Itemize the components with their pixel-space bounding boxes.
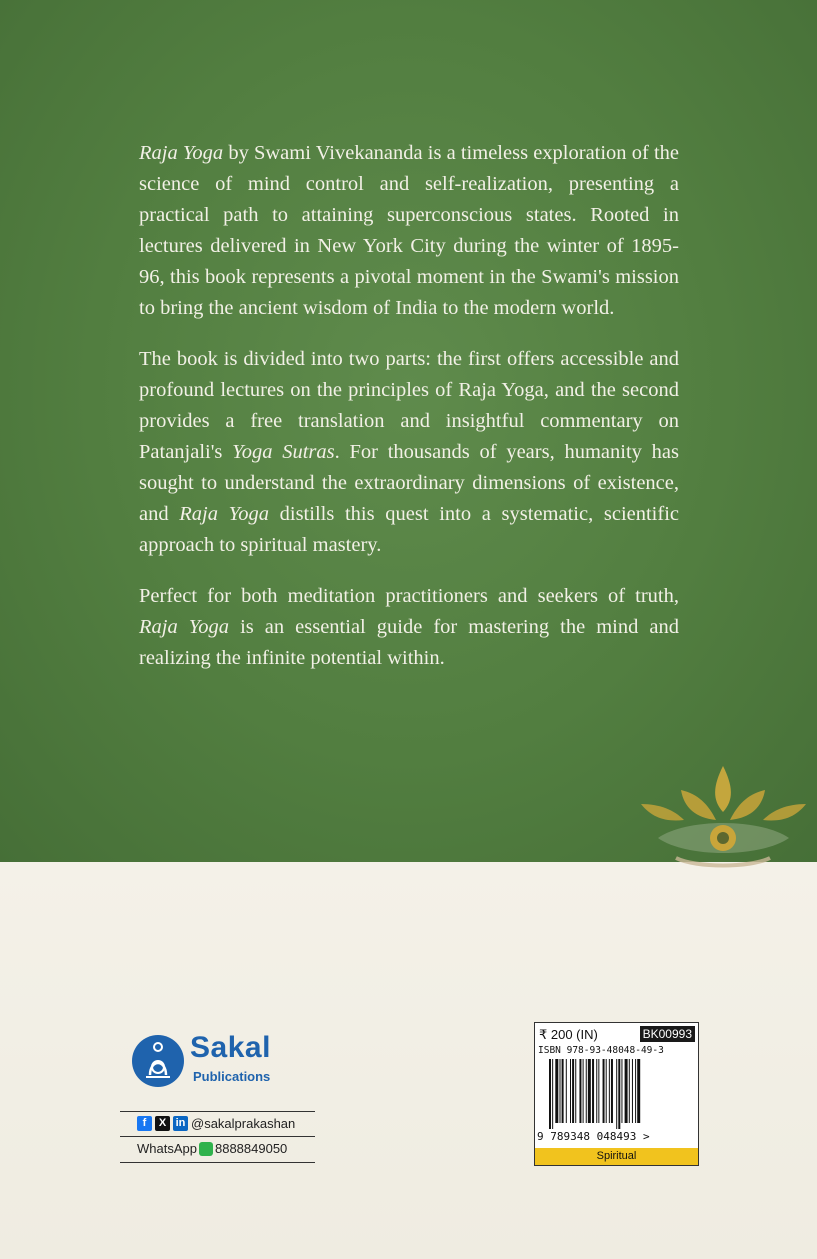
whatsapp-icon[interactable] <box>199 1142 213 1156</box>
barcode-bar <box>625 1059 628 1123</box>
publisher-name: Sakal <box>190 1031 271 1064</box>
barcode-bar <box>562 1059 564 1123</box>
barcode-bar <box>616 1059 617 1129</box>
whatsapp-label: WhatsApp <box>137 1141 197 1156</box>
barcode-bar <box>549 1059 551 1129</box>
blurb-paragraph-2 <box>139 344 679 561</box>
barcode-bar <box>575 1059 576 1123</box>
barcode-bar <box>560 1059 561 1123</box>
barcode-bar <box>552 1059 553 1129</box>
facebook-icon[interactable]: f <box>137 1116 152 1131</box>
social-row <box>137 1116 295 1131</box>
x-icon[interactable]: X <box>155 1116 170 1131</box>
book-title-italic: Raja Yoga <box>139 142 224 164</box>
barcode-digits: 9 789348 048493 > <box>537 1130 650 1143</box>
blurb-paragraph-3 <box>139 581 679 674</box>
category-strip: Spiritual <box>535 1148 698 1165</box>
blurb-text-span: is an essential guide for mastering the mind and realizing the infinite potential within. <box>139 616 679 669</box>
barcode-bar <box>637 1059 640 1123</box>
blurb-text-span: distills this quest into a systematic, scientific approach to spiritual mastery. <box>139 503 680 556</box>
barcode-bar <box>570 1059 571 1123</box>
barcode-bar <box>621 1059 622 1123</box>
isbn-text: ISBN 978-93-48048-49-3 <box>538 1045 664 1056</box>
barcode-bar <box>611 1059 613 1123</box>
barcode-bar <box>566 1059 567 1123</box>
blurb-paragraph-1 <box>139 138 679 324</box>
barcode-bar <box>583 1059 584 1123</box>
barcode-bar <box>603 1059 605 1123</box>
blurb-text-span: The book is divided into two parts: the first offers accessible and profound lectures on the principles of Raja Yoga, and the second provides a free translation and insightful commentary on Patanjali's <box>139 348 679 463</box>
logo-emblem-icon <box>132 1035 184 1087</box>
barcode-bar <box>579 1059 581 1123</box>
book-code: BK00993 <box>640 1026 695 1042</box>
barcode-bar <box>596 1059 597 1123</box>
barcode-bar <box>635 1059 636 1123</box>
blurb-text-span: by Swami Vivekananda is a timeless exploration of the science of mind control and self-realization, presenting a practical path to attaining superconscious states. Rooted in lectures delivered in New York City during the winter of 1895-96, this book represents a pivotal moment in the Swami's mission to bring the ancient wisdom of India to the modern world. <box>139 142 679 319</box>
social-handle[interactable]: @sakalprakashan <box>191 1116 296 1131</box>
blurb-text-span: Perfect for both meditation practitioners and seekers of truth, <box>139 585 679 607</box>
barcode-bar <box>572 1059 574 1123</box>
whatsapp-number[interactable]: 8888849050 <box>214 1141 288 1156</box>
lotus-eye-icon <box>636 760 811 870</box>
divider-line <box>120 1162 315 1163</box>
barcode-bar <box>598 1059 599 1123</box>
divider-line <box>120 1136 315 1137</box>
book-title-italic: Raja Yoga <box>179 503 269 525</box>
blurb-text <box>139 138 679 694</box>
divider-line <box>120 1111 315 1112</box>
barcode-bar <box>629 1059 630 1123</box>
blurb-text-span: . For thousands of years, humanity has sought to understand the extraordinary dimensions of existence, and <box>139 441 679 525</box>
book-title-italic: Raja Yoga <box>139 616 230 638</box>
price-text: ₹ 200 (IN) <box>539 1027 598 1042</box>
barcode-bar <box>606 1059 607 1123</box>
publisher-sub: Publications <box>193 1069 271 1084</box>
yoga-sutras-italic: Yoga Sutras <box>232 441 335 463</box>
linkedin-icon[interactable]: in <box>173 1116 188 1131</box>
barcode-bar <box>632 1059 633 1123</box>
barcode-bars <box>549 1059 685 1129</box>
barcode-bar <box>555 1059 558 1123</box>
barcode-bar <box>618 1059 620 1129</box>
barcode-bar <box>588 1059 591 1123</box>
barcode-bar <box>592 1059 594 1123</box>
barcode-label <box>534 1022 699 1166</box>
whatsapp-row <box>137 1141 287 1156</box>
barcode-bar <box>609 1059 610 1123</box>
barcode-bar <box>586 1059 587 1123</box>
